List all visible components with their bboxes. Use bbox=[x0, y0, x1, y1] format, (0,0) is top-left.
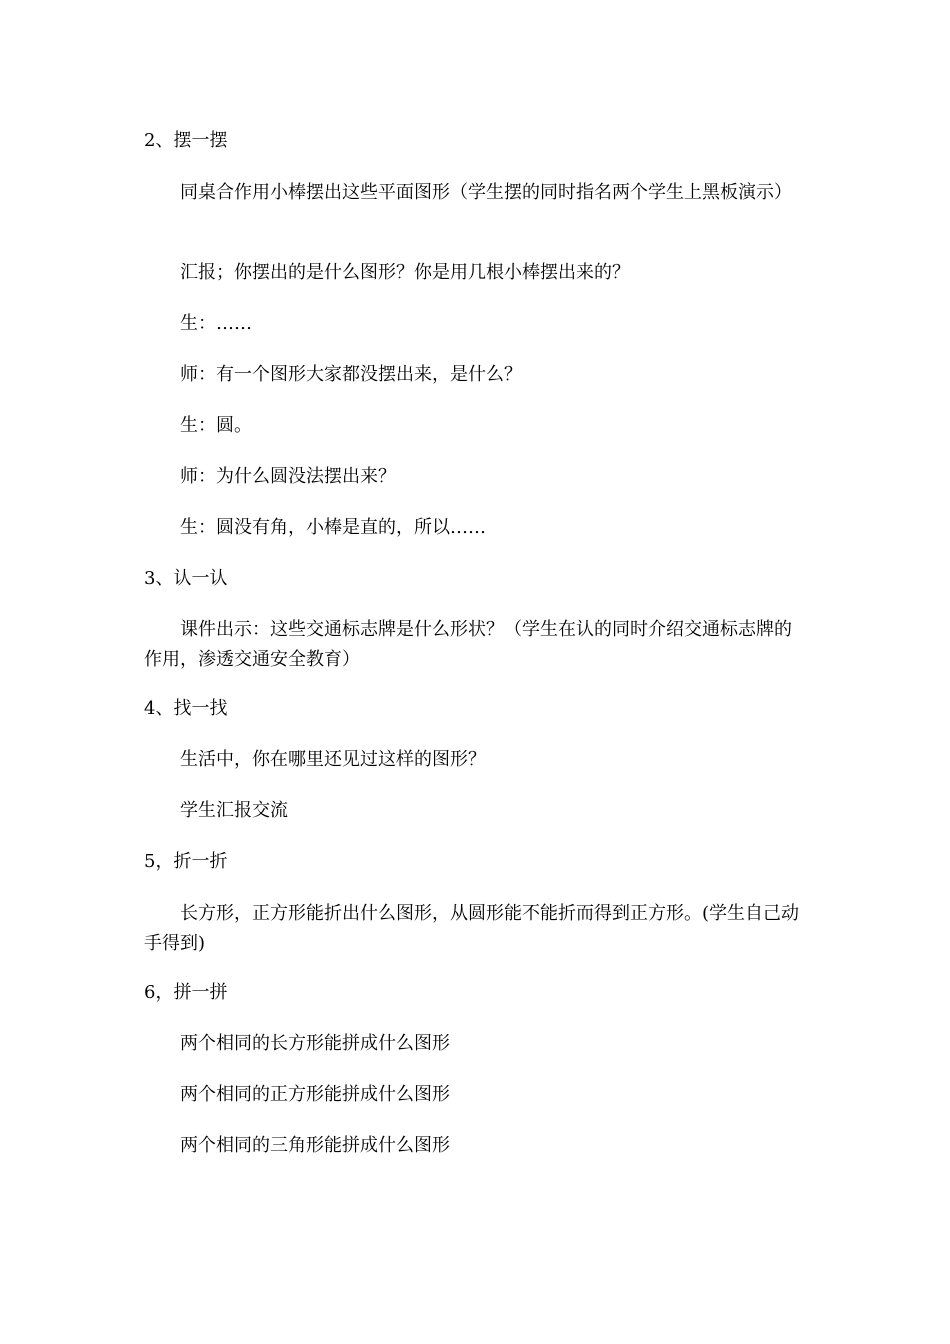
paragraph: 课件出示：这些交通标志牌是什么形状？（学生在认的同时介绍交通标志牌的作用，渗透交通安全教育） bbox=[144, 619, 792, 670]
section-heading-4: 4、找一找 bbox=[144, 698, 228, 719]
section-heading-2: 2、摆一摆 bbox=[144, 130, 228, 151]
paragraph: 同桌合作用小棒摆出这些平面图形（学生摆的同时指名两个学生上黑板演示） bbox=[180, 182, 792, 203]
paragraph: 师：有一个图形大家都没摆出来，是什么？ bbox=[180, 364, 522, 385]
paragraph: 师：为什么圆没法摆出来？ bbox=[180, 466, 396, 487]
paragraph: 生活中，你在哪里还见过这样的图形？ bbox=[180, 749, 486, 770]
section-heading-6: 6，拼一拼 bbox=[144, 982, 228, 1003]
paragraph: 学生汇报交流 bbox=[180, 800, 288, 821]
section-heading-3: 3、认一认 bbox=[144, 568, 228, 589]
paragraph: 生：…… bbox=[180, 313, 252, 334]
paragraph: 汇报；你摆出的是什么图形？你是用几根小棒摆出来的？ bbox=[180, 262, 630, 283]
paragraph: 长方形，正方形能折出什么图形，从圆形能不能折而得到正方形。(学生自己动手得到) bbox=[144, 903, 800, 954]
paragraph: 两个相同的正方形能拼成什么图形 bbox=[180, 1084, 450, 1105]
paragraph: 生：圆没有角，小棒是直的，所以…… bbox=[180, 517, 486, 538]
paragraph: 两个相同的三角形能拼成什么图形 bbox=[180, 1135, 450, 1156]
section-heading-5: 5，折一折 bbox=[144, 851, 228, 872]
paragraph: 两个相同的长方形能拼成什么图形 bbox=[180, 1033, 450, 1054]
paragraph: 生：圆。 bbox=[180, 415, 252, 436]
